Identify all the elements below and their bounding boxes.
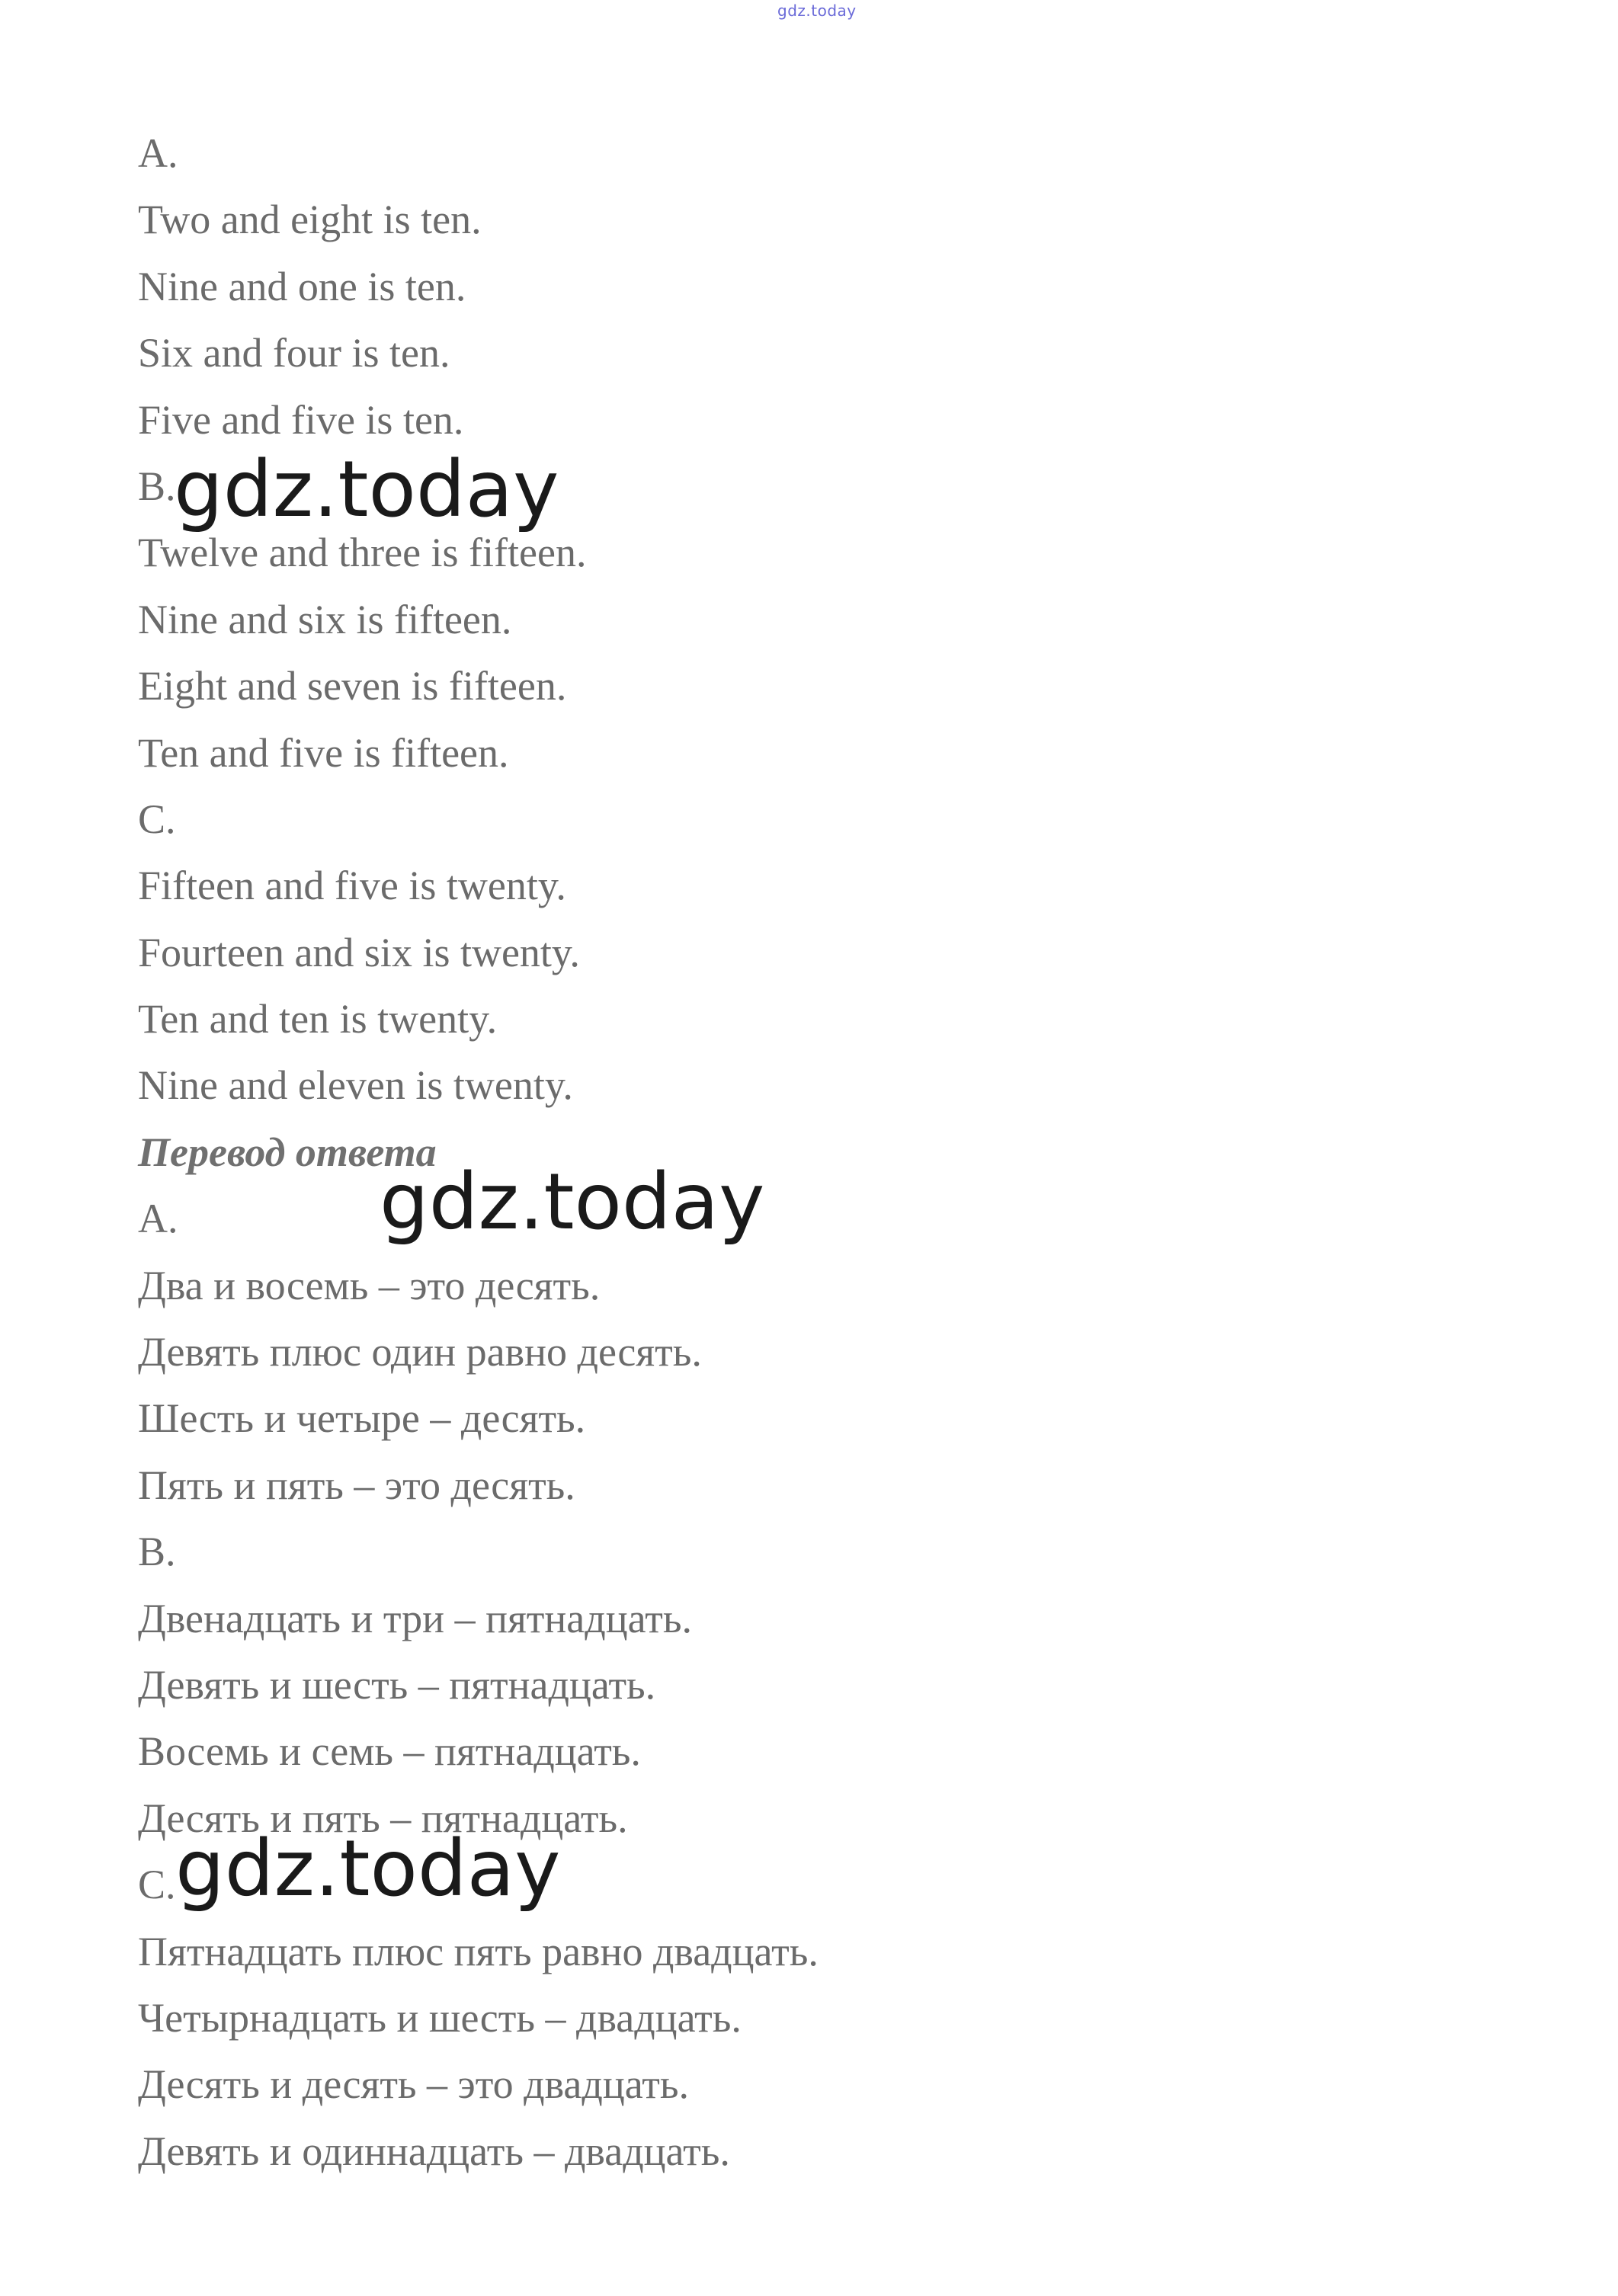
section-label-c: C. xyxy=(138,796,176,842)
sentence: Five and five is ten. xyxy=(138,396,464,443)
section-label-c: C. xyxy=(138,1862,176,1908)
sentence: Два и восемь – это десять. xyxy=(138,1262,601,1308)
sentence: Twelve and three is fifteen. xyxy=(138,530,587,576)
section-label-a: A. xyxy=(138,130,178,176)
watermark: gdz.today xyxy=(174,444,559,535)
sentence: Two and eight is ten. xyxy=(138,197,482,243)
watermark: gdz.today xyxy=(380,1157,765,1247)
sentence: Six and four is ten. xyxy=(138,330,450,376)
sentence: Ten and five is fifteen. xyxy=(138,729,509,776)
section-label-b: B. xyxy=(138,463,176,509)
sentence: Девять и шесть – пятнадцать. xyxy=(138,1661,656,1708)
sentence: Fifteen and five is twenty. xyxy=(138,863,566,909)
translation-heading: Перевод ответа xyxy=(138,1129,437,1175)
sentence: Nine and one is ten. xyxy=(138,263,466,309)
sentence: Шесть и четыре – десять. xyxy=(138,1395,586,1442)
header-watermark: gdz.today xyxy=(777,2,857,20)
sentence: Пять и пять – это десять. xyxy=(138,1462,575,1508)
sentence: Десять и десять – это двадцать. xyxy=(138,2061,690,2108)
sentence: Четырнадцать и шесть – двадцать. xyxy=(138,1994,742,2041)
sentence: Девять и одиннадцать – двадцать. xyxy=(138,2128,730,2174)
sentence: Ten and ten is twenty. xyxy=(138,996,498,1042)
watermark: gdz.today xyxy=(175,1824,561,1914)
sentence: Fourteen and six is twenty. xyxy=(138,929,580,975)
sentence: Десять и пять – пятнадцать. xyxy=(138,1795,628,1841)
sentence: Nine and six is fifteen. xyxy=(138,596,512,642)
section-label-b: B. xyxy=(138,1529,176,1575)
sentence: Eight and seven is fifteen. xyxy=(138,663,567,709)
sentence: Девять плюс один равно десять. xyxy=(138,1329,702,1375)
sentence: Nine and eleven is twenty. xyxy=(138,1062,573,1109)
sentence: Пятнадцать плюс пять равно двадцать. xyxy=(138,1928,819,1974)
sentence: Двенадцать и три – пятнадцать. xyxy=(138,1595,692,1641)
sentence: Восемь и семь – пятнадцать. xyxy=(138,1728,641,1775)
section-label-a: A. xyxy=(138,1196,178,1242)
